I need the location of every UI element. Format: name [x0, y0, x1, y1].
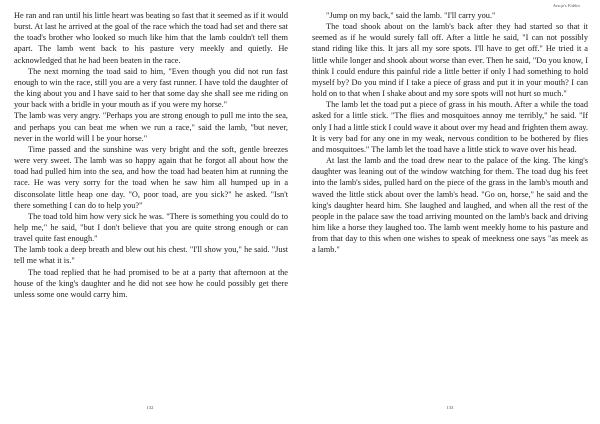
paragraph: The next morning the toad said to him, "Even though you did not run fast enough to win the race, still you are a very fast runner. I have told the daughter of the king about you and I have said to her that some day she shall see me riding on your back with a bridle in your mouth as if you were my horse." [14, 66, 288, 110]
page-number-right: 133 [446, 405, 454, 410]
paragraph: At last the lamb and the toad drew near to the palace of the king. The king's daughter was leaning out of the window watching for them. The toad dug his feet into the lamb's sides, pulled hard on the piece of the grass in the lamb's mouth and waved the little stick about over the lamb's head. "Go on, horse," he said and the king's daughter heard him. She laughed and laughed, and when all the rest of the people in the palace saw the toad arriving mounted on the lamb's back and driving him like a horse they laughed too. The lamb went meekly home to his pasture and from that day to this when one wishes to speak of meekness one says "as meek as a lamb." [312, 156, 588, 255]
left-page-text [14, 10, 288, 300]
right-page-text [312, 10, 588, 255]
paragraph: The toad told him how very sick he was. "There is something you could do to help me," he said, "but I don't believe that you are quite strong enough or can travel quite fast enough." [14, 211, 288, 244]
running-header: Aesop's Fables [552, 3, 580, 8]
paragraph: Time passed and the sunshine was very bright and the soft, gentle breezes were very sweet. The lamb was so happy again that he forgot all about how the toad had pulled him into the sea, and how the toad had beaten him at running the race. He was very sorry for the toad when he saw him all humped up in a disconsolate little heap one day. "O, poor toad, are you sick?" he asked. "Isn't there something I can do to help you?" [14, 144, 288, 210]
page-number-left: 132 [146, 405, 154, 410]
paragraph: The lamb was very angry. "Perhaps you are strong enough to pull me into the sea, and perhaps you can beat me when we run a race," said the lamb, "but never, never in the world will I be your horse." [14, 111, 288, 143]
right-page [300, 0, 600, 424]
paragraph: The lamb took a deep breath and blew out his chest. "I'll show you," he said. "Just tell me what it is." [14, 245, 288, 266]
paragraph: "Jump on my back," said the lamb. "I'll carry you." [326, 11, 496, 20]
paragraph: The toad shook about on the lamb's back after they had started so that it seemed as if he would surely fall off. After a little he said, "I can not possibly stand riding like this. It jars all my sore spots. I'll have to get off." He tried it a little while longer and shook about worse than ever. Then he said, "Do you know, I think I could endure this painful ride a little better if only I had something to hold myself by? Do you mind if I take a piece of grass and put it in your mouth? I can hold on to that when I shake about and my sore spots will not hurt so much." [312, 22, 588, 99]
paragraph: The toad replied that he had promised to be at a party that afternoon at the house of the king's daughter and he did not see how he could possibly get there unless some one would carry him. [14, 267, 288, 299]
paragraph: He ran and ran until his little heart was beating so fast that it seemed as if it would burst. At last he arrived at the goal of the race which the toad had set and there sat the toad's brother who looked so much like him that the lamb couldn't tell them apart. The lamb went back to his pasture very meekly and quietly. He acknowledged that he had been beaten in the race. [14, 11, 288, 65]
paragraph: The lamb let the toad put a piece of grass in his mouth. After a while the toad asked for a little stick. "The flies and mosquitoes annoy me terribly," he said. "If only I had a little stick I could wave it about over my head and frighten them away. It is very bad for any one in my weak, nervous condition to be bothered by flies and mosquitoes." The lamb let the toad have a little stick to wave over his head. [312, 100, 588, 154]
